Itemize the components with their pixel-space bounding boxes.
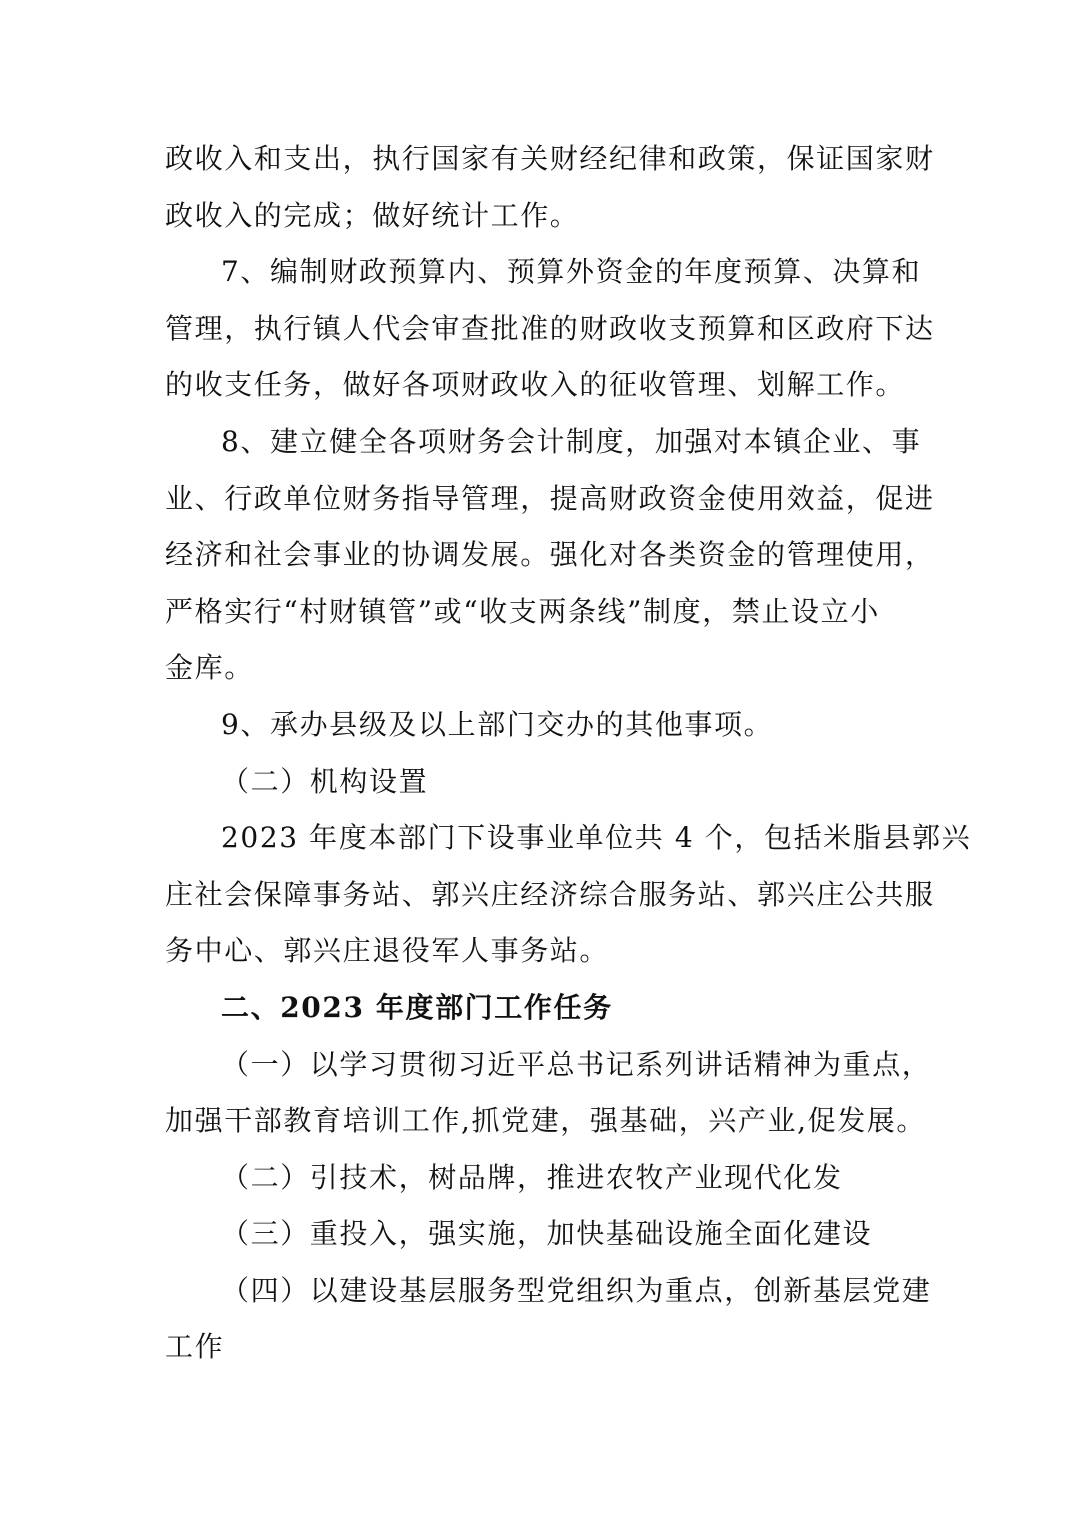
task-item-1: （一）以学习贯彻习近平总书记系列讲话精神为重点， bbox=[221, 1047, 932, 1081]
document-page bbox=[165, 131, 972, 1376]
body-text-line: 加强干部教育培训工作,抓党建，强基础，兴产业,促发展。 bbox=[165, 1104, 927, 1138]
body-text-line: 经济和社会事业的协调发展。强化对各类资金的管理使用， bbox=[165, 538, 935, 572]
body-text-line: 工作 bbox=[165, 1330, 225, 1364]
body-text-line: 政收入的完成；做好统计工作。 bbox=[165, 198, 580, 232]
list-item-8: 8、建立健全各项财务会计制度，加强对本镇企业、事 bbox=[221, 424, 922, 458]
body-text-line: 管理，执行镇人代会审查批准的财政收支预算和区政府下达 bbox=[165, 311, 935, 345]
body-text-line: 政收入和支出，执行国家有关财经纪律和政策，保证国家财 bbox=[165, 142, 935, 175]
body-text-line: 金库。 bbox=[165, 651, 254, 685]
body-paragraph-start: 2023 年度本部门下设事业单位共 4 个，包括米脂县郭兴 bbox=[221, 821, 972, 855]
task-item-4: （四）以建设基层服务型党组织为重点，创新基层党建 bbox=[221, 1273, 932, 1307]
list-item-7: 7、编制财政预算内、预算外资金的年度预算、决算和 bbox=[221, 255, 922, 289]
body-text-line: 业、行政单位财务指导管理，提高财政资金使用效益，促进 bbox=[165, 481, 935, 515]
task-item-3: （三）重投入，强实施，加快基础设施全面化建设 bbox=[221, 1217, 873, 1251]
task-item-2: （二）引技术，树品牌，推进农牧产业现代化发 bbox=[221, 1160, 843, 1194]
section-heading: 二、2023 年度部门工作任务 bbox=[221, 990, 613, 1024]
body-text-line: 严格实行“村财镇管”或“收支两条线”制度，禁止设立小 bbox=[165, 594, 880, 628]
body-text-line: 庄社会保障事务站、郭兴庄经济综合服务站、郭兴庄公共服 bbox=[165, 877, 935, 911]
body-text-line: 务中心、郭兴庄退役军人事务站。 bbox=[165, 934, 610, 968]
list-item-9: 9、承办县级及以上部门交办的其他事项。 bbox=[221, 707, 774, 741]
body-text-line: 的收支任务，做好各项财政收入的征收管理、划解工作。 bbox=[165, 368, 906, 402]
section-subheading: （二）机构设置 bbox=[221, 764, 429, 798]
